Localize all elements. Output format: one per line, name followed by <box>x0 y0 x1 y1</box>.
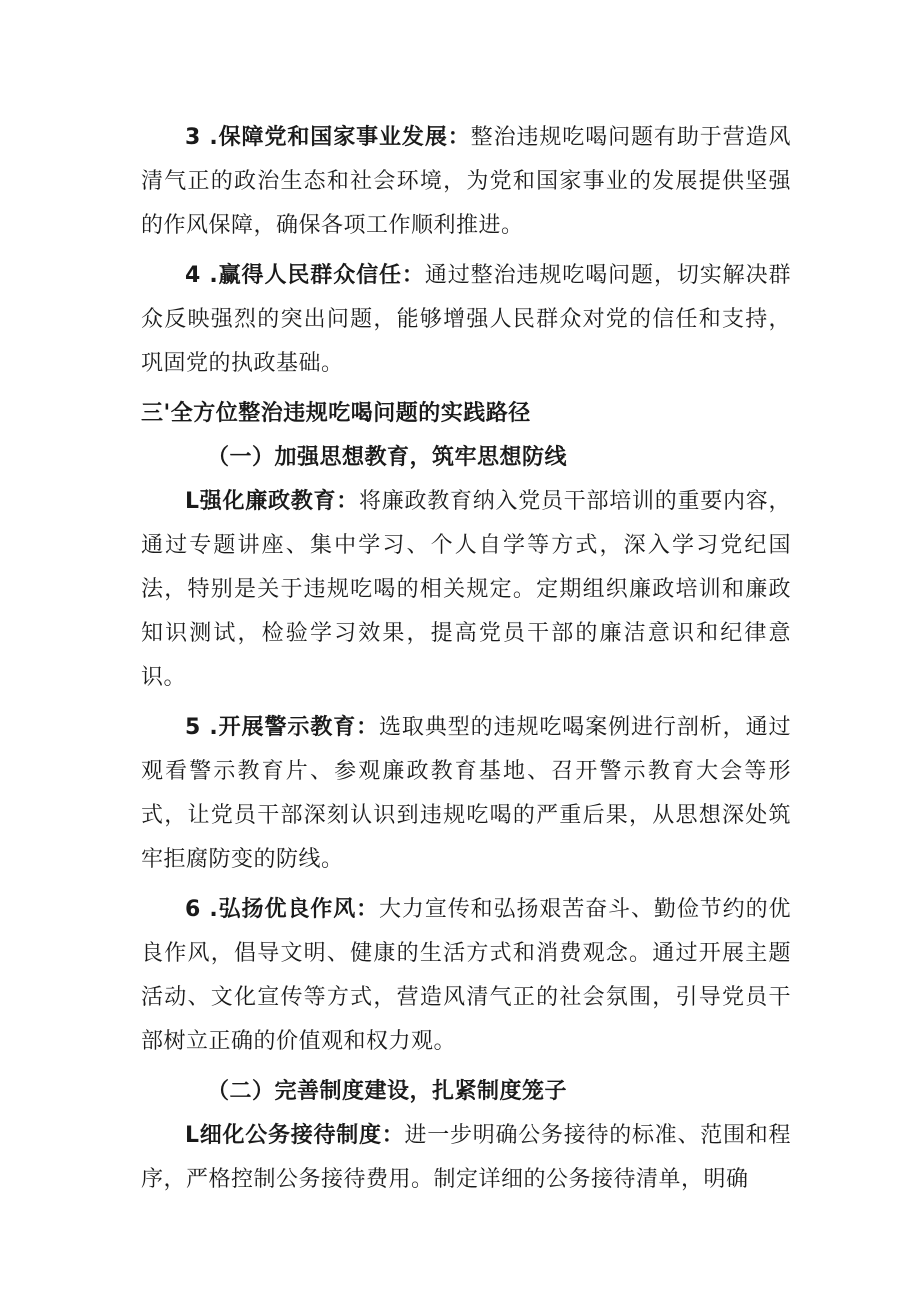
paragraph-text: 大力宣传和弘扬艰苦奋斗、勤俭节约的优良作风，倡导文明、健康的生活方式和消费观念。通过开展主题活动、文化宣传等方式，营造风清气正的社会氛围，引导党员干部树立正确的价值观和权力观。 <box>141 897 791 1054</box>
paragraph-lead: L强化廉政教育： <box>185 489 360 514</box>
paragraph-good-style <box>141 888 791 1064</box>
paragraph-text: 选取典型的违规吃喝案例进行剖析，通过观看警示教育片、参观廉政教育基地、召开警示教育大会等形式，让党员干部深刻认识到违规吃喝的严重后果，从思想深处筑牢拒腐防变的防线。 <box>141 715 791 872</box>
subheading-system-building: （二）完善制度建设，扎紧制度笼子 <box>207 1079 568 1104</box>
paragraph-item-3 <box>141 116 791 248</box>
paragraph-text: 进一步明确公务接待的标准、范围和程序，严格控制公务接待费用。制定详细的公务接待清单，明确 <box>141 1123 791 1192</box>
paragraph-text: 将廉政教育纳入党员干部培训的重要内容，通过专题讲座、集中学习、个人自学等方式，深入学习党纪国法，特别是关于违规吃喝的相关规定。定期组织廉政培训和廉政知识测试，检验学习效果，提高党员干部的廉洁意识和纪律意识。 <box>141 489 791 690</box>
paragraph-lead: 3 .保障党和国家事业发展： <box>185 125 471 150</box>
subheading-thought-education: （一）加强思想教育，筑牢思想防线 <box>207 445 568 470</box>
document-body <box>141 116 791 1202</box>
paragraph-warning-education <box>141 706 791 882</box>
paragraph-text: 整治违规吃喝问题有助于营造风清气正的政治生态和社会环境，为党和国家事业的发展提供坚强的作风保障，确保各项工作顺利推进。 <box>141 125 791 238</box>
paragraph-lead: L细化公务接待制度： <box>185 1123 405 1148</box>
paragraph-item-4 <box>141 254 791 386</box>
paragraph-reception-rules <box>141 1114 791 1202</box>
paragraph-lead: 6 .弘扬优良作风： <box>185 897 380 922</box>
paragraph-lead: 4 .赢得人民群众信任： <box>185 263 425 288</box>
paragraph-integrity-education <box>141 480 791 700</box>
paragraph-lead: 5 .开展警示教育： <box>185 715 380 740</box>
paragraph-text: 通过整治违规吃喝问题，切实解决群众反映强烈的突出问题，能够增强人民群众对党的信任和支持，巩固党的执政基础。 <box>141 263 791 376</box>
section-heading: 三'全方位整治违规吃喝问题的实践路径 <box>141 401 531 426</box>
